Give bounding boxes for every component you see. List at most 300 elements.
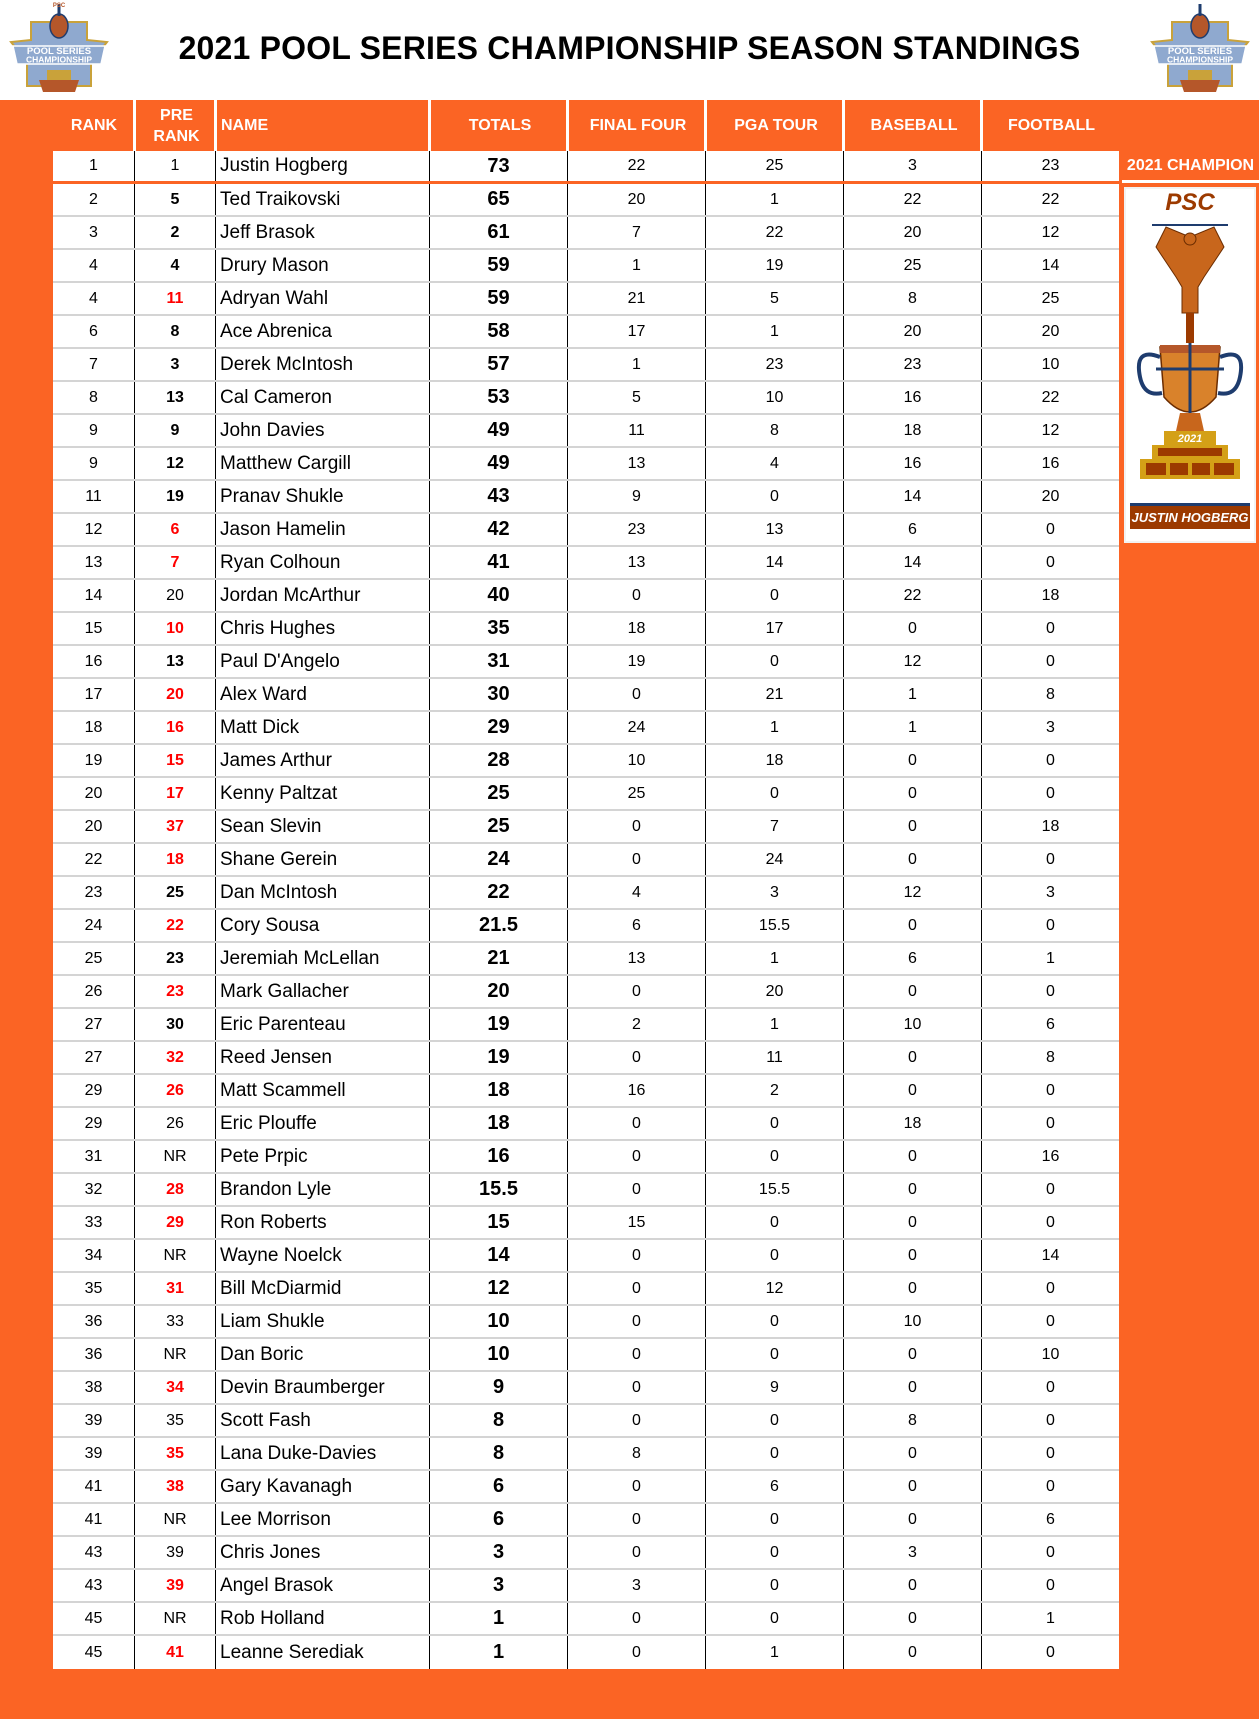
pga-tour-cell: 14 xyxy=(706,547,844,578)
totals-cell: 10 xyxy=(430,1339,568,1370)
football-cell: 0 xyxy=(1046,850,1055,868)
pga-tour-cell: 10 xyxy=(706,382,844,413)
football-cell: 8 xyxy=(1046,685,1055,703)
baseball-cell: 1 xyxy=(844,712,982,743)
football-cell: 23 xyxy=(1041,157,1060,174)
totals-cell: 25 xyxy=(430,778,568,809)
table-row xyxy=(53,514,1119,547)
trophy-psc-text: PSC xyxy=(1165,189,1215,216)
table-row xyxy=(53,448,1119,481)
totals-cell: 3 xyxy=(430,1537,568,1568)
totals-cell: 25 xyxy=(430,811,568,842)
totals-cell: 53 xyxy=(430,382,568,413)
final-four-cell: 21 xyxy=(568,283,706,314)
rank-cell: 4 xyxy=(53,250,135,281)
baseball-cell: 25 xyxy=(844,250,982,281)
football-cell: 0 xyxy=(1046,1477,1055,1495)
rank-cell: 39 xyxy=(53,1438,135,1469)
table-row xyxy=(53,943,1119,976)
pre-rank-cell: 4 xyxy=(135,250,216,281)
baseball-cell: 0 xyxy=(844,1636,982,1669)
baseball-cell: 0 xyxy=(844,1339,982,1370)
name-cell: Cal Cameron xyxy=(216,382,430,413)
baseball-cell: 10 xyxy=(844,1306,982,1337)
name-cell: Lana Duke-Davies xyxy=(216,1438,430,1469)
pre-rank-cell: 3 xyxy=(135,349,216,380)
rank-cell: 16 xyxy=(53,646,135,677)
football-cell: 25 xyxy=(1041,289,1060,307)
final-four-cell: 13 xyxy=(568,943,706,974)
totals-cell: 35 xyxy=(430,613,568,644)
final-four-cell: 22 xyxy=(568,151,706,181)
totals-cell: 65 xyxy=(430,184,568,215)
table-row xyxy=(53,1306,1119,1339)
pre-rank-cell: 20 xyxy=(135,679,216,710)
rank-cell: 25 xyxy=(53,943,135,974)
name-cell: Dan McIntosh xyxy=(216,877,430,908)
rank-cell: 20 xyxy=(53,811,135,842)
football-cell: 20 xyxy=(1041,487,1060,505)
football-cell: 14 xyxy=(1041,256,1060,274)
rank-cell: 45 xyxy=(53,1636,135,1669)
final-four-cell: 0 xyxy=(568,1174,706,1205)
rank-cell: 8 xyxy=(53,382,135,413)
svg-text:POOL SERIES: POOL SERIES xyxy=(1167,46,1233,57)
table-row xyxy=(53,481,1119,514)
pre-rank-cell: 29 xyxy=(135,1207,216,1238)
football-cell: 0 xyxy=(1046,1312,1055,1330)
football-cell: 3 xyxy=(1046,883,1055,901)
final-four-cell: 0 xyxy=(568,1537,706,1568)
totals-cell: 1 xyxy=(430,1636,568,1669)
baseball-cell: 0 xyxy=(844,745,982,776)
final-four-cell: 0 xyxy=(568,679,706,710)
pre-rank-cell: 13 xyxy=(135,646,216,677)
football-cell: 0 xyxy=(1046,1576,1055,1594)
totals-cell: 59 xyxy=(430,283,568,314)
svg-text:PSC: PSC xyxy=(52,3,66,9)
final-four-cell: 0 xyxy=(568,1471,706,1502)
pga-tour-cell: 24 xyxy=(706,844,844,875)
col-header-baseball[interactable]: BASEBALL xyxy=(842,100,983,151)
pre-rank-cell: 17 xyxy=(135,778,216,809)
final-four-cell: 8 xyxy=(568,1438,706,1469)
football-cell: 12 xyxy=(1041,421,1060,439)
pre-rank-cell: 18 xyxy=(135,844,216,875)
pga-tour-cell: 1 xyxy=(706,1009,844,1040)
table-row xyxy=(53,250,1119,283)
pre-rank-cell: 11 xyxy=(135,283,216,314)
table-row xyxy=(53,811,1119,844)
pre-rank-cell: NR xyxy=(135,1339,216,1370)
name-cell: Rob Holland xyxy=(216,1603,430,1634)
pga-tour-cell: 19 xyxy=(706,250,844,281)
football-cell: 22 xyxy=(1041,190,1060,208)
baseball-cell: 0 xyxy=(844,1042,982,1073)
table-row xyxy=(53,283,1119,316)
rank-cell: 23 xyxy=(53,877,135,908)
baseball-cell: 3 xyxy=(844,151,982,181)
totals-cell: 8 xyxy=(430,1438,568,1469)
col-header-pga-tour[interactable]: PGA TOUR xyxy=(704,100,845,151)
table-row xyxy=(53,382,1119,415)
football-cell: 10 xyxy=(1041,355,1060,373)
totals-cell: 22 xyxy=(430,877,568,908)
final-four-cell: 17 xyxy=(568,316,706,347)
table-row xyxy=(53,745,1119,778)
baseball-cell: 0 xyxy=(844,1603,982,1634)
pga-tour-cell: 1 xyxy=(706,943,844,974)
table-row xyxy=(53,547,1119,580)
baseball-cell: 1 xyxy=(844,679,982,710)
totals-cell: 15.5 xyxy=(430,1174,568,1205)
name-cell: Wayne Noelck xyxy=(216,1240,430,1271)
name-cell: Derek McIntosh xyxy=(216,349,430,380)
totals-cell: 31 xyxy=(430,646,568,677)
table-row xyxy=(53,778,1119,811)
pre-rank-cell: 32 xyxy=(135,1042,216,1073)
col-header-pre-rank[interactable] xyxy=(133,100,217,151)
rank-cell: 32 xyxy=(53,1174,135,1205)
football-cell: 12 xyxy=(1041,223,1060,241)
totals-cell: 9 xyxy=(430,1372,568,1403)
final-four-cell: 20 xyxy=(568,184,706,215)
football-cell: 20 xyxy=(1041,322,1060,340)
final-four-cell: 25 xyxy=(568,778,706,809)
final-four-cell: 0 xyxy=(568,1240,706,1271)
football-cell: 6 xyxy=(1046,1510,1055,1528)
baseball-cell: 0 xyxy=(844,613,982,644)
totals-cell: 42 xyxy=(430,514,568,545)
football-cell: 16 xyxy=(1041,454,1060,472)
final-four-cell: 0 xyxy=(568,1141,706,1172)
final-four-cell: 0 xyxy=(568,1636,706,1669)
table-row xyxy=(53,1372,1119,1405)
final-four-cell: 0 xyxy=(568,1306,706,1337)
final-four-cell: 13 xyxy=(568,547,706,578)
baseball-cell: 12 xyxy=(844,877,982,908)
football-cell: 22 xyxy=(1041,388,1060,406)
final-four-cell: 0 xyxy=(568,844,706,875)
name-cell: Lee Morrison xyxy=(216,1504,430,1535)
name-cell: Matt Dick xyxy=(216,712,430,743)
pre-rank-cell: NR xyxy=(135,1240,216,1271)
football-cell: 0 xyxy=(1046,1279,1055,1297)
pre-rank-cell: 35 xyxy=(135,1405,216,1436)
trophy-icon xyxy=(1126,217,1254,497)
name-cell: Jeff Brasok xyxy=(216,217,430,248)
pre-rank-cell: 33 xyxy=(135,1306,216,1337)
standings-table xyxy=(53,151,1119,1669)
pga-tour-cell: 15.5 xyxy=(706,910,844,941)
rank-cell: 15 xyxy=(53,613,135,644)
name-cell: Leanne Serediak xyxy=(216,1636,430,1669)
table-row xyxy=(53,1339,1119,1372)
name-cell: Eric Parenteau xyxy=(216,1009,430,1040)
pga-tour-cell: 1 xyxy=(706,1636,844,1669)
final-four-cell: 0 xyxy=(568,1372,706,1403)
totals-cell: 40 xyxy=(430,580,568,611)
pre-rank-cell: 30 xyxy=(135,1009,216,1040)
baseball-cell: 22 xyxy=(844,580,982,611)
col-header-football[interactable]: FOOTBALL xyxy=(980,100,1120,151)
totals-cell: 57 xyxy=(430,349,568,380)
col-header-rank[interactable]: RANK xyxy=(53,100,135,151)
col-header-final-four[interactable]: FINAL FOUR xyxy=(566,100,707,151)
pga-tour-cell: 5 xyxy=(706,283,844,314)
final-four-cell: 13 xyxy=(568,448,706,479)
svg-text:POOL SERIES: POOL SERIES xyxy=(26,46,92,57)
pre-rank-cell: 35 xyxy=(135,1438,216,1469)
name-cell: Jeremiah McLellan xyxy=(216,943,430,974)
totals-cell: 73 xyxy=(430,151,568,181)
rank-cell: 27 xyxy=(53,1009,135,1040)
name-cell: Ace Abrenica xyxy=(216,316,430,347)
rank-cell: 41 xyxy=(53,1471,135,1502)
baseball-cell: 0 xyxy=(844,1141,982,1172)
rank-cell: 11 xyxy=(53,481,135,512)
totals-cell: 15 xyxy=(430,1207,568,1238)
pre-rank-cell: NR xyxy=(135,1504,216,1535)
rank-cell: 13 xyxy=(53,547,135,578)
final-four-cell: 3 xyxy=(568,1570,706,1601)
table-row xyxy=(53,1273,1119,1306)
final-four-cell: 0 xyxy=(568,1339,706,1370)
final-four-cell: 9 xyxy=(568,481,706,512)
rank-cell: 34 xyxy=(53,1240,135,1271)
svg-text:CHAMPIONSHIP: CHAMPIONSHIP xyxy=(25,54,93,65)
name-cell: Kenny Paltzat xyxy=(216,778,430,809)
pga-tour-cell: 15.5 xyxy=(706,1174,844,1205)
totals-cell: 43 xyxy=(430,481,568,512)
pre-rank-cell: 8 xyxy=(135,316,216,347)
rank-cell: 36 xyxy=(53,1339,135,1370)
football-cell: 0 xyxy=(1046,1444,1055,1462)
baseball-cell: 14 xyxy=(844,547,982,578)
col-header-pre-rank-line1: PRE xyxy=(160,106,193,124)
table-row xyxy=(53,580,1119,613)
pre-rank-cell: 6 xyxy=(135,514,216,545)
pga-tour-cell: 21 xyxy=(706,679,844,710)
name-cell: Liam Shukle xyxy=(216,1306,430,1337)
totals-cell: 24 xyxy=(430,844,568,875)
final-four-cell: 0 xyxy=(568,1504,706,1535)
rank-cell: 20 xyxy=(53,778,135,809)
football-cell: 6 xyxy=(1046,1015,1055,1033)
name-cell: Angel Brasok xyxy=(216,1570,430,1601)
totals-cell: 12 xyxy=(430,1273,568,1304)
baseball-cell: 0 xyxy=(844,1372,982,1403)
totals-cell: 30 xyxy=(430,679,568,710)
football-cell: 18 xyxy=(1041,817,1060,835)
pre-rank-cell: 31 xyxy=(135,1273,216,1304)
totals-cell: 49 xyxy=(430,415,568,446)
name-cell: Dan Boric xyxy=(216,1339,430,1370)
table-row xyxy=(53,976,1119,1009)
rank-cell: 6 xyxy=(53,316,135,347)
pre-rank-cell: 16 xyxy=(135,712,216,743)
rank-cell: 26 xyxy=(53,976,135,1007)
baseball-cell: 20 xyxy=(844,316,982,347)
svg-text:CHAMPIONSHIP: CHAMPIONSHIP xyxy=(1166,54,1234,65)
table-row xyxy=(53,217,1119,250)
pre-rank-cell: 5 xyxy=(135,184,216,215)
football-cell: 14 xyxy=(1041,1246,1060,1264)
pre-rank-cell: 26 xyxy=(135,1075,216,1106)
table-row xyxy=(53,844,1119,877)
col-header-name[interactable]: NAME xyxy=(214,100,431,151)
rank-cell: 14 xyxy=(53,580,135,611)
pre-rank-cell: 41 xyxy=(135,1636,216,1669)
name-cell: Cory Sousa xyxy=(216,910,430,941)
table-row xyxy=(53,679,1119,712)
rank-cell: 33 xyxy=(53,1207,135,1238)
final-four-cell: 5 xyxy=(568,382,706,413)
totals-cell: 18 xyxy=(430,1075,568,1106)
pga-tour-cell: 0 xyxy=(706,1141,844,1172)
table-row xyxy=(53,1009,1119,1042)
totals-cell: 14 xyxy=(430,1240,568,1271)
rank-cell: 3 xyxy=(53,217,135,248)
totals-cell: 6 xyxy=(430,1504,568,1535)
name-cell: Adryan Wahl xyxy=(216,283,430,314)
pga-tour-cell: 0 xyxy=(706,1537,844,1568)
football-cell: 0 xyxy=(1046,553,1055,571)
pga-tour-cell: 0 xyxy=(706,580,844,611)
baseball-cell: 0 xyxy=(844,844,982,875)
pre-rank-cell: 2 xyxy=(135,217,216,248)
pre-rank-cell: 38 xyxy=(135,1471,216,1502)
name-cell: Eric Plouffe xyxy=(216,1108,430,1139)
psc-logo-right-icon xyxy=(1150,2,1250,96)
pga-tour-cell: 0 xyxy=(706,1240,844,1271)
football-cell: 0 xyxy=(1046,619,1055,637)
baseball-cell: 0 xyxy=(844,1570,982,1601)
table-row xyxy=(53,1075,1119,1108)
pga-tour-cell: 13 xyxy=(706,514,844,545)
football-cell: 3 xyxy=(1046,718,1055,736)
name-cell: Ron Roberts xyxy=(216,1207,430,1238)
baseball-cell: 8 xyxy=(844,1405,982,1436)
pga-tour-cell: 0 xyxy=(706,646,844,677)
table-row xyxy=(53,910,1119,943)
final-four-cell: 1 xyxy=(568,250,706,281)
table-row xyxy=(53,877,1119,910)
rank-cell: 43 xyxy=(53,1537,135,1568)
pga-tour-cell: 0 xyxy=(706,1405,844,1436)
name-cell: Matthew Cargill xyxy=(216,448,430,479)
table-row xyxy=(53,1504,1119,1537)
rank-cell: 38 xyxy=(53,1372,135,1403)
name-cell: Bill McDiarmid xyxy=(216,1273,430,1304)
baseball-cell: 0 xyxy=(844,1438,982,1469)
rank-cell: 29 xyxy=(53,1075,135,1106)
pga-tour-cell: 1 xyxy=(706,712,844,743)
final-four-cell: 0 xyxy=(568,811,706,842)
pga-tour-cell: 0 xyxy=(706,1306,844,1337)
pga-tour-cell: 23 xyxy=(706,349,844,380)
name-cell: Gary Kavanagh xyxy=(216,1471,430,1502)
final-four-cell: 0 xyxy=(568,1273,706,1304)
table-row xyxy=(53,184,1119,217)
table-row xyxy=(53,1405,1119,1438)
name-cell: Brandon Lyle xyxy=(216,1174,430,1205)
rank-cell: 24 xyxy=(53,910,135,941)
col-header-totals[interactable]: TOTALS xyxy=(428,100,569,151)
baseball-cell: 0 xyxy=(844,811,982,842)
totals-cell: 41 xyxy=(430,547,568,578)
pre-rank-cell: 9 xyxy=(135,415,216,446)
rank-cell: 41 xyxy=(53,1504,135,1535)
final-four-cell: 4 xyxy=(568,877,706,908)
final-four-cell: 15 xyxy=(568,1207,706,1238)
football-cell: 10 xyxy=(1041,1345,1060,1363)
table-row xyxy=(53,1636,1119,1669)
pre-rank-cell: 28 xyxy=(135,1174,216,1205)
table-row xyxy=(53,1603,1119,1636)
totals-cell: 1 xyxy=(430,1603,568,1634)
pre-rank-cell: 10 xyxy=(135,613,216,644)
totals-cell: 61 xyxy=(430,217,568,248)
football-cell: 0 xyxy=(1046,1643,1055,1661)
pga-tour-cell: 17 xyxy=(706,613,844,644)
table-row xyxy=(53,1537,1119,1570)
final-four-cell: 0 xyxy=(568,1042,706,1073)
pga-tour-cell: 2 xyxy=(706,1075,844,1106)
rank-cell: 9 xyxy=(53,448,135,479)
pre-rank-cell: 15 xyxy=(135,745,216,776)
baseball-cell: 0 xyxy=(844,1174,982,1205)
final-four-cell: 0 xyxy=(568,580,706,611)
football-cell: 0 xyxy=(1046,1543,1055,1561)
rank-cell: 18 xyxy=(53,712,135,743)
football-cell: 0 xyxy=(1046,1378,1055,1396)
pga-tour-cell: 3 xyxy=(706,877,844,908)
baseball-cell: 0 xyxy=(844,1504,982,1535)
table-row xyxy=(53,1207,1119,1240)
football-cell: 16 xyxy=(1041,1147,1060,1165)
rank-cell: 9 xyxy=(53,415,135,446)
table-row xyxy=(53,1108,1119,1141)
pga-tour-cell: 0 xyxy=(706,1438,844,1469)
pre-rank-cell: NR xyxy=(135,1141,216,1172)
baseball-cell: 0 xyxy=(844,1207,982,1238)
pga-tour-cell: 0 xyxy=(706,1570,844,1601)
pre-rank-cell: 23 xyxy=(135,976,216,1007)
name-cell: Ted Traikovski xyxy=(216,184,430,215)
baseball-cell: 0 xyxy=(844,1273,982,1304)
baseball-cell: 10 xyxy=(844,1009,982,1040)
title-bar xyxy=(0,0,1259,100)
rank-cell: 19 xyxy=(53,745,135,776)
pre-rank-cell: 39 xyxy=(135,1570,216,1601)
final-four-cell: 1 xyxy=(568,349,706,380)
totals-cell: 59 xyxy=(430,250,568,281)
table-row xyxy=(53,646,1119,679)
name-cell: Jason Hamelin xyxy=(216,514,430,545)
pre-rank-cell: 34 xyxy=(135,1372,216,1403)
final-four-cell: 23 xyxy=(568,514,706,545)
name-cell: Pranav Shukle xyxy=(216,481,430,512)
baseball-cell: 16 xyxy=(844,448,982,479)
football-cell: 0 xyxy=(1046,916,1055,934)
table-row xyxy=(53,613,1119,646)
final-four-cell: 2 xyxy=(568,1009,706,1040)
baseball-cell: 22 xyxy=(844,184,982,215)
pre-rank-cell: 26 xyxy=(135,1108,216,1139)
name-cell: Matt Scammell xyxy=(216,1075,430,1106)
table-row xyxy=(53,1042,1119,1075)
